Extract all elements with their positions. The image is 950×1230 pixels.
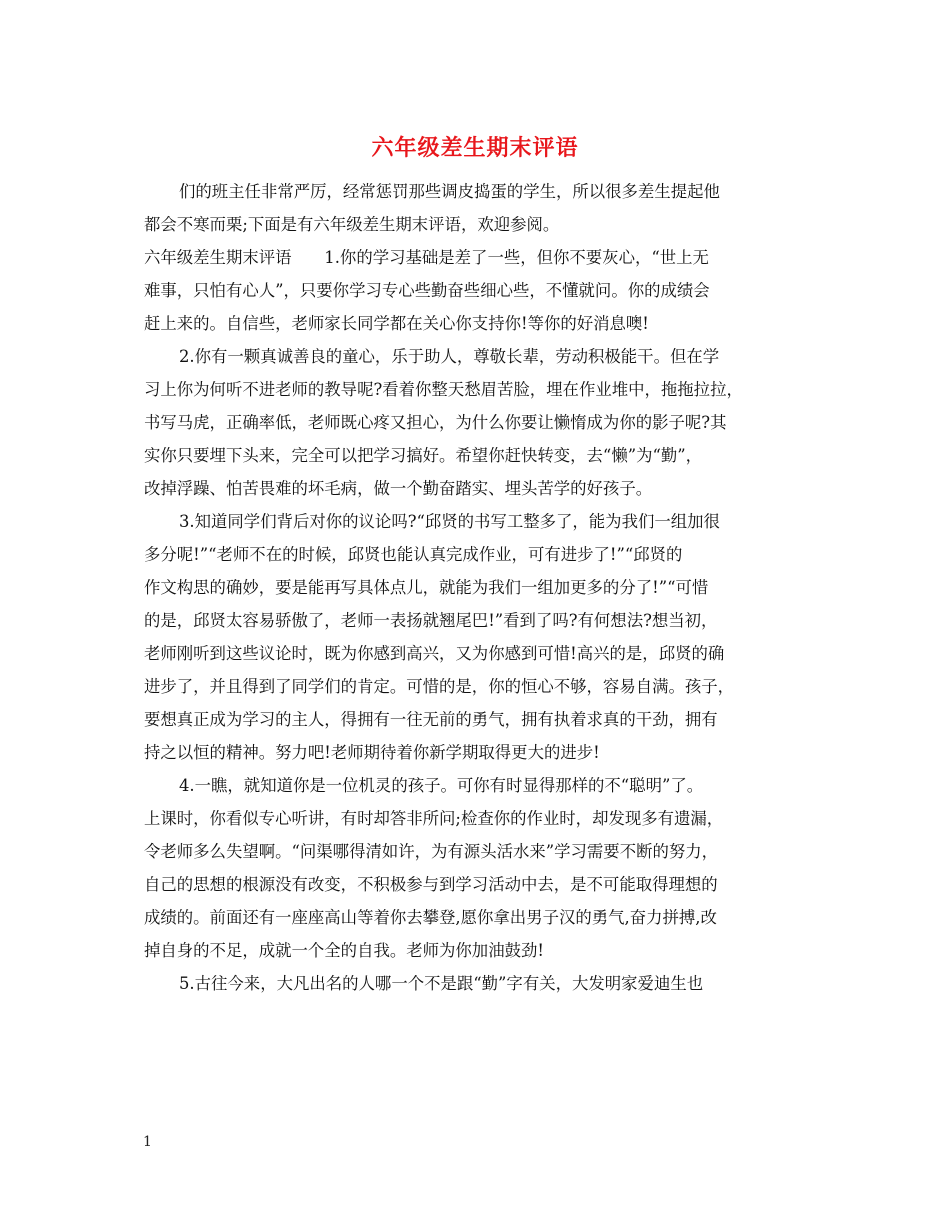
text-line: 2.你有一颗真诚善良的童心，乐于助人，尊敬长辈，劳动积极能干。但在学: [179, 347, 720, 366]
text-line: 改掉浮躁、怕苦畏难的坏毛病，做一个勤奋踏实、埋头苦学的好孩子。: [144, 479, 653, 498]
text-line: 都会不寒而栗;下面是有六年级差生期末评语，欢迎参阅。: [144, 215, 560, 234]
document-body: [144, 175, 814, 1000]
text-line: 5.古往今来，大凡出名的人哪一个不是跟“勤”字有关，大发明家爱迪生也: [179, 974, 704, 993]
text-line: 上课时，你看似专心听讲，有时却答非所问;检查你的作业时，却发现多有遗漏，: [144, 809, 724, 828]
text-line: 习上你为何听不进老师的教导呢?看着你整天愁眉苦脸，埋在作业堆中，拖拖拉拉，: [144, 380, 743, 399]
text-line: 实你只要埋下头来，完全可以把学习搞好。希望你赶快转变，去“懒”为“勤”，: [144, 446, 703, 465]
text-line: 自己的思想的根源没有改变，不积极参与到学习活动中去，是不可能取得理想的: [144, 875, 718, 894]
text-line: 成绩的。前面还有一座座高山等着你去攀登,愿你拿出男子汉的勇气,奋力拼搏,改: [144, 908, 717, 927]
text-line: 4.一瞧，就知道你是一位机灵的孩子。可你有时显得那样的不“聪明”了。: [179, 776, 704, 795]
text-line: 难事，只怕有心人”，只要你学习专心些勤奋些细心些，不懂就问。你的成绩会: [144, 281, 710, 300]
document-title: 六年级差生期末评语: [371, 136, 579, 161]
text-line: 老师刚听到这些议论时，既为你感到高兴，又为你感到可惜!高兴的是，邱贤的确: [144, 644, 725, 663]
text-line: 要想真正成为学习的主人，得拥有一往无前的勇气，拥有执着求真的干劲，拥有: [144, 710, 718, 729]
text-line: 六年级差生期末评语 1.你的学习基础是差了一些，但你不要灰心，“世上无: [144, 248, 709, 267]
text-line: 3.知道同学们背后对你的议论吗?“邱贤的书写工整多了，能为我们一组加很: [179, 512, 720, 531]
text-line: 进步了，并且得到了同学们的肯定。可惜的是，你的恒心不够，容易自满。孩子，: [144, 677, 735, 696]
text-line: 掉自身的不足，成就一个全的自我。老师为你加油鼓劲!: [144, 941, 544, 960]
text-line: 令老师多么失望啊。“问渠哪得清如许，为有源头活水来”学习需要不断的努力，: [144, 842, 719, 861]
text-line: 持之以恒的精神。努力吧!老师期待着你新学期取得更大的进步!: [144, 743, 600, 762]
text-line: 多分呢!”“老师不在的时候，邱贤也能认真完成作业，可有进步了!”“邱贤的: [144, 545, 683, 564]
text-line: 书写马虎，正确率低，老师既心疼又担心，为什么你要让懒惰成为你的影子呢?其: [144, 413, 727, 432]
text-line: 作文构思的确妙，要是能再写具体点儿，就能为我们一组加更多的分了!”“可惜: [144, 578, 709, 597]
text-line: 们的班主任非常严厉，经常惩罚那些调皮捣蛋的学生，所以很多差生提起他: [179, 182, 720, 201]
text-line: 赶上来的。自信些，老师家长同学都在关心你支持你!等你的好消息噢!: [144, 314, 649, 333]
page-number: 1: [143, 1134, 152, 1150]
text-line: 的是，邱贤太容易骄傲了，老师一表扬就翘尾巴!”看到了吗?有何想法?想当初，: [144, 611, 718, 630]
